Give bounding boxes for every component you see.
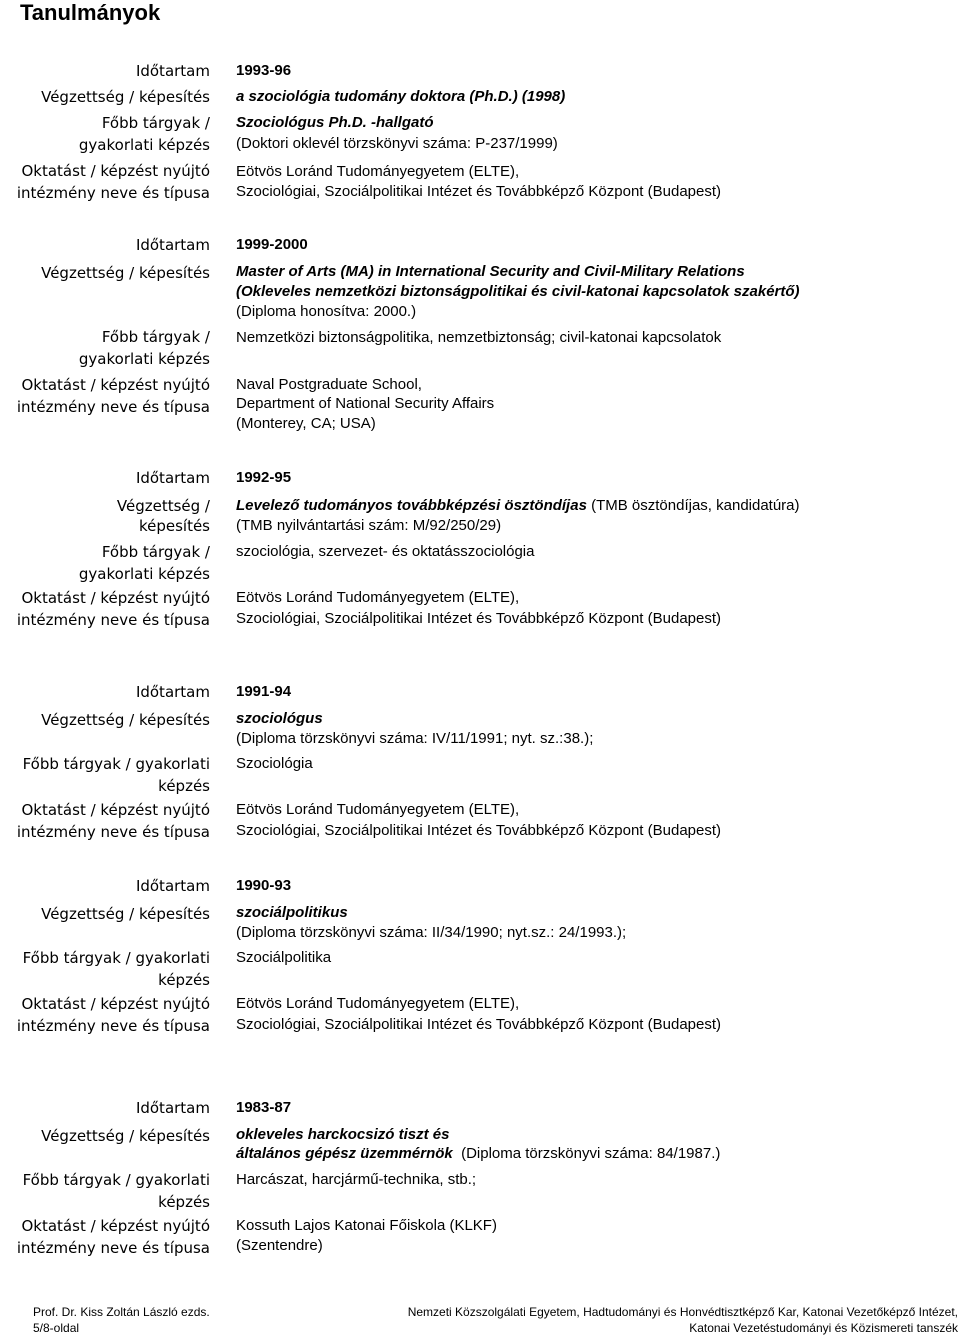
entry-institution: Eötvös Loránd Tudományegyetem (ELTE), bbox=[236, 589, 520, 606]
label-subjects: Főbb tárgyak / gyakorlati bbox=[22, 1171, 210, 1189]
entry-degree-2: (TMB nyilvántartási szám: M/92/250/29) bbox=[236, 517, 502, 534]
label-period: Időtartam bbox=[135, 877, 210, 895]
label-degree: Végzettség / képesítés bbox=[41, 905, 210, 923]
entry-degree-2: (Okleveles nemzetközi biztonságpolitikai és civil-katonai kapcsolatok szakértő) bbox=[236, 283, 800, 300]
label-subjects-2: gyakorlati képzés bbox=[78, 565, 210, 583]
label-period: Időtartam bbox=[135, 683, 210, 701]
entry-institution-2: (Szentendre) bbox=[236, 1237, 323, 1254]
entry-institution-2: Szociológiai, Szociálpolitikai Intézet és Továbbképző Központ (Budapest) bbox=[236, 822, 722, 839]
label-institution: Oktatást / képzést nyújtó bbox=[21, 995, 210, 1013]
entry-period: 1992-95 bbox=[236, 469, 292, 486]
label-institution-2: intézmény neve és típusa bbox=[16, 184, 210, 202]
label-institution-2: intézmény neve és típusa bbox=[16, 1239, 210, 1257]
entry-degree-note: (TMB ösztöndíjas, kandidatúra) bbox=[586, 497, 800, 514]
label-institution: Oktatást / képzést nyújtó bbox=[21, 376, 210, 394]
entry-period: 1999-2000 bbox=[236, 236, 308, 253]
entry-period: 1990-93 bbox=[236, 877, 292, 894]
entry-institution-2: Szociológiai, Szociálpolitikai Intézet és Továbbképző Központ (Budapest) bbox=[236, 610, 722, 627]
label-degree: Végzettség / képesítés bbox=[41, 1127, 210, 1145]
label-period: Időtartam bbox=[135, 469, 210, 487]
label-institution: Oktatást / képzést nyújtó bbox=[21, 162, 210, 180]
label-degree: Végzettség / képesítés bbox=[41, 88, 210, 106]
entry-institution: Eötvös Loránd Tudományegyetem (ELTE), bbox=[236, 801, 520, 818]
label-subjects: Főbb tárgyak / bbox=[101, 114, 210, 132]
label-period: Időtartam bbox=[135, 236, 210, 254]
entry-institution: Kossuth Lajos Katonai Főiskola (KLKF) bbox=[236, 1217, 497, 1234]
footer-page-number: 5/8-oldal bbox=[33, 1321, 80, 1335]
label-subjects: Főbb tárgyak / gyakorlati bbox=[22, 949, 210, 967]
label-subjects-2: képzés bbox=[158, 1193, 210, 1211]
entry-institution-2: Department of National Security Affairs bbox=[236, 395, 495, 412]
entry-degree-3: (Diploma honosítva: 2000.) bbox=[236, 303, 417, 320]
entry-subjects: Szociológus Ph.D. -hallgató bbox=[236, 114, 434, 131]
entry-subjects: szociológia, szervezet- és oktatásszociológia bbox=[236, 543, 535, 560]
label-subjects-2: képzés bbox=[158, 777, 210, 795]
entry-institution-2: Szociológiai, Szociálpolitikai Intézet és Továbbképző Központ (Budapest) bbox=[236, 1016, 722, 1033]
label-subjects: Főbb tárgyak / gyakorlati bbox=[22, 755, 210, 773]
entry-degree: okleveles harckocsizó tiszt és bbox=[236, 1126, 450, 1143]
entry-subjects: Szociálpolitika bbox=[236, 949, 332, 966]
label-subjects-2: gyakorlati képzés bbox=[78, 350, 210, 368]
entry-degree-2: (Diploma törzskönyvi száma: IV/11/1991; nyt. sz.:38.); bbox=[236, 730, 594, 747]
entry-degree-title: Levelező tudományos továbbképzési ösztöndíjas bbox=[236, 497, 587, 514]
page-title: Tanulmányok bbox=[20, 0, 161, 25]
entry-institution: Naval Postgraduate School, bbox=[236, 376, 422, 393]
label-degree-2: képesítés bbox=[138, 517, 210, 535]
entry-degree: a szociológia tudomány doktora (Ph.D.) (1998) bbox=[236, 88, 566, 105]
footer-organization: Nemzeti Közszolgálati Egyetem, Hadtudományi és Honvédtisztképző Kar, Katonai Vezetőképző Intézet, bbox=[407, 1305, 958, 1319]
entry-degree: szociológus bbox=[236, 710, 323, 727]
entry-subjects-note: (Doktori oklevél törzskönyvi száma: P-237/1999) bbox=[236, 135, 558, 152]
entry-degree bbox=[236, 496, 956, 516]
footer-department: Katonai Vezetéstudományi és Közismereti tanszék bbox=[689, 1321, 958, 1335]
entry-period: 1991-94 bbox=[236, 683, 292, 700]
entry-subjects: Harcászat, harcjármű-technika, stb.; bbox=[236, 1171, 477, 1188]
label-subjects-2: gyakorlati képzés bbox=[78, 136, 210, 154]
label-degree: Végzettség / képesítés bbox=[41, 264, 210, 282]
footer-left bbox=[33, 1304, 210, 1336]
entry-degree: szociálpolitikus bbox=[236, 904, 348, 921]
label-institution-2: intézmény neve és típusa bbox=[16, 611, 210, 629]
entry-institution: Eötvös Loránd Tudományegyetem (ELTE), bbox=[236, 163, 520, 180]
entry-subjects: Nemzetközi biztonságpolitika, nemzetbiztonság; civil-katonai kapcsolatok bbox=[236, 329, 722, 346]
entry-degree-2 bbox=[236, 1144, 956, 1164]
label-degree: Végzettség / bbox=[116, 497, 210, 515]
label-institution-2: intézmény neve és típusa bbox=[16, 823, 210, 841]
label-subjects: Főbb tárgyak / bbox=[101, 543, 210, 561]
footer-author: Prof. Dr. Kiss Zoltán László ezds. bbox=[33, 1305, 210, 1319]
label-institution-2: intézmény neve és típusa bbox=[16, 1017, 210, 1035]
label-institution-2: intézmény neve és típusa bbox=[16, 398, 210, 416]
entry-period: 1983-87 bbox=[236, 1099, 292, 1116]
label-period: Időtartam bbox=[135, 62, 210, 80]
entry-period: 1993-96 bbox=[236, 62, 292, 79]
entry-degree: Master of Arts (MA) in International Security and Civil-Military Relations bbox=[236, 263, 745, 280]
label-institution: Oktatást / képzést nyújtó bbox=[21, 801, 210, 819]
label-institution: Oktatást / képzést nyújtó bbox=[21, 589, 210, 607]
label-subjects-2: képzés bbox=[158, 971, 210, 989]
entry-institution: Eötvös Loránd Tudományegyetem (ELTE), bbox=[236, 995, 520, 1012]
entry-degree-note: (Diploma törzskönyvi száma: 84/1987.) bbox=[452, 1145, 721, 1162]
label-subjects: Főbb tárgyak / bbox=[101, 328, 210, 346]
entry-subjects: Szociológia bbox=[236, 755, 313, 772]
label-degree: Végzettség / képesítés bbox=[41, 711, 210, 729]
label-institution: Oktatást / képzést nyújtó bbox=[21, 1217, 210, 1235]
entry-institution-2: Szociológiai, Szociálpolitikai Intézet és Továbbképző Központ (Budapest) bbox=[236, 183, 722, 200]
label-period: Időtartam bbox=[135, 1099, 210, 1117]
footer-right bbox=[358, 1304, 958, 1336]
entry-degree-2: (Diploma törzskönyvi száma: II/34/1990; nyt.sz.: 24/1993.); bbox=[236, 924, 627, 941]
entry-degree-title: általános gépész üzemmérnök bbox=[236, 1145, 453, 1162]
entry-institution-3: (Monterey, CA; USA) bbox=[236, 415, 376, 432]
